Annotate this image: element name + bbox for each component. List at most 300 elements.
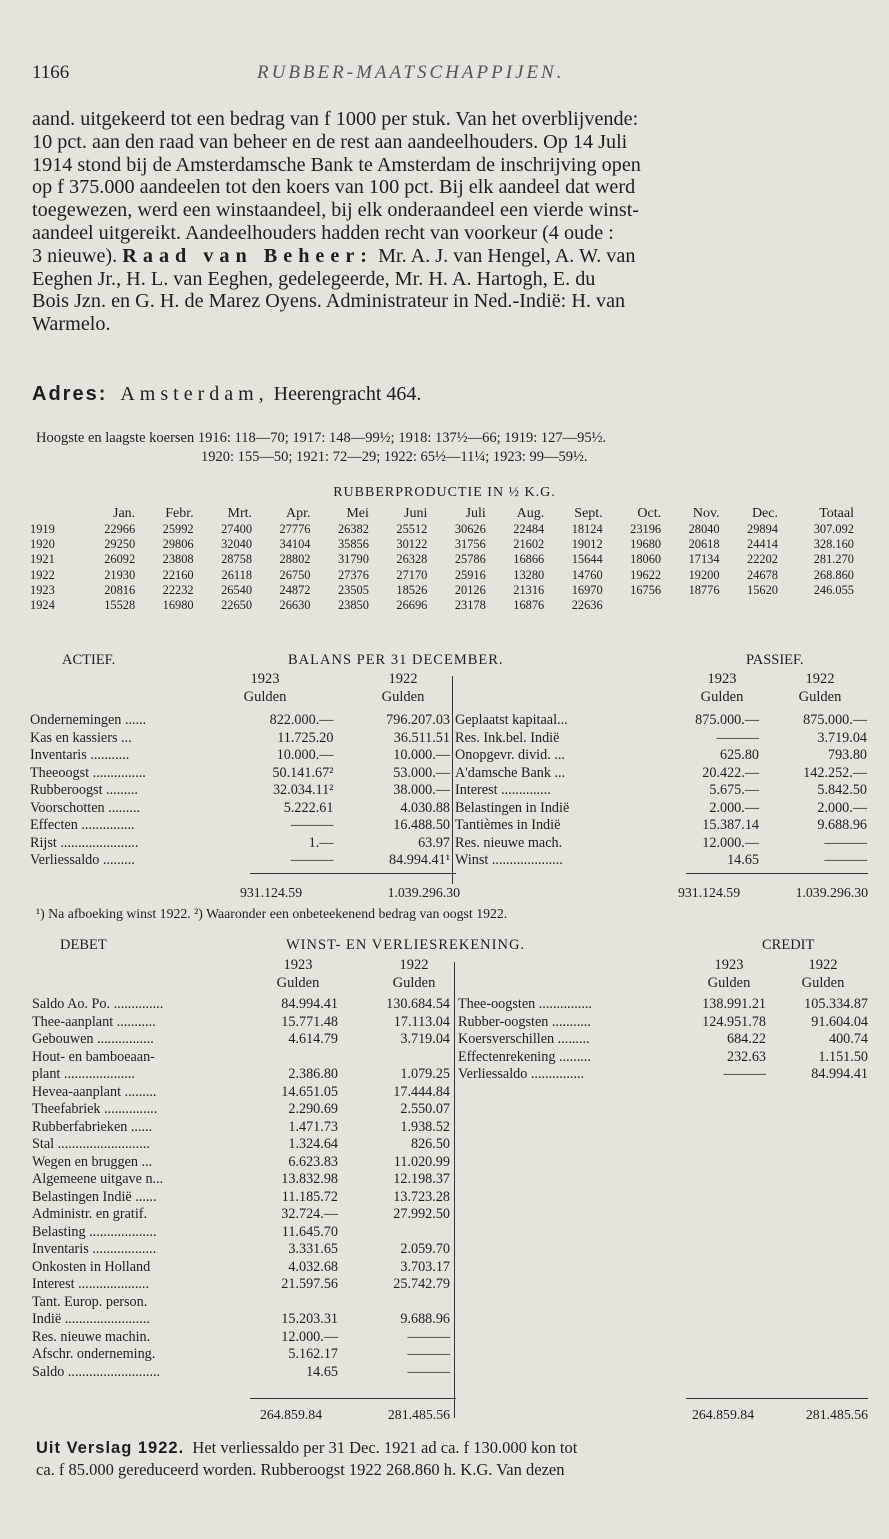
column-divider [452,676,453,884]
table-cell: 14760 [571,567,603,582]
amount-previous: 796.207.03 [386,712,450,728]
amount-previous: 63.97 [418,834,450,851]
table-cell: 17134 [688,552,720,567]
account-label: Res. nieuwe mach. [455,834,563,851]
table-row [30,835,450,853]
text-line: Warmelo. [32,313,111,336]
total-value: 1.039.296.30 [795,885,868,900]
unit-label: Gulden [707,974,751,991]
account-label: Inventaris .................. [32,1241,157,1257]
total-value: 264.859.84 [692,1407,755,1422]
table-row [32,1101,450,1119]
report-excerpt [36,1437,871,1480]
debet-totals [260,1406,450,1424]
amount-current: 12.000.— [702,834,759,851]
account-label: Effectenrekening ......... [458,1048,591,1065]
account-label: Verliessaldo ............... [458,1066,585,1082]
row-year: 1923 [30,582,55,597]
amount-previous [338,1224,450,1242]
table-cell: 15644 [571,552,603,567]
activa-totals [240,884,460,902]
column-header: Dec. [751,506,778,521]
credit-heading: CREDIT [762,937,815,953]
row-year: 1920 [30,537,55,552]
account-label: Belastingen in Indië [455,799,570,816]
table-cell: 20618 [688,537,720,552]
column-header: Nov. [692,506,720,521]
amount-previous: 3.703.17 [400,1258,450,1275]
column-divider [454,962,455,1418]
amount-previous: 13.723.28 [393,1188,450,1205]
running-header [32,62,857,88]
amount-current: 14.65 [727,852,759,868]
table-row [458,996,868,1014]
table-row [455,747,867,765]
text-fragment: 3 nieuwe). [32,244,118,267]
account-label: Res. Ink.bel. Indië [455,729,560,746]
text-line: toegewezen, werd een winstaandeel, bij elk onderaandeel een vierde winst- [32,199,640,222]
table-cell: 25992 [162,522,194,537]
amount-current: 14.65 [306,1363,338,1380]
amount-previous: 2.059.70 [400,1241,450,1257]
table-row [458,1031,868,1049]
amount-previous: 25.742.79 [393,1276,450,1292]
table-cell: 23850 [337,598,369,613]
passiva-table [455,712,867,870]
sum-rule [250,873,456,874]
table-cell: 24414 [747,537,778,552]
account-label: Interest .............. [455,782,551,798]
text-fragment: Het verliessaldo per 31 Dec. 1921 ad ca. f 130.000 kon tot [192,1438,578,1457]
address-city: Amsterdam, [120,383,269,405]
amount-current: ——— [290,817,334,833]
account-label: Rijst ...................... [30,834,139,851]
table-row [455,782,867,800]
amount-current: 4.032.68 [288,1258,338,1275]
table-cell: 18776 [688,582,720,597]
debet-table [32,996,450,1381]
passiva-column-headers [676,671,866,706]
column-header: Jan. [113,506,136,521]
amount-current: 11.185.72 [281,1188,338,1205]
table-cell: 21930 [104,567,136,582]
table-cell: 26328 [396,552,428,567]
amount-previous: 105.334.87 [804,996,868,1012]
account-label: Onkosten in Holland [32,1258,151,1275]
amount-previous: 1.079.25 [400,1066,450,1082]
amount-current: 2.290.69 [288,1101,338,1117]
table-row [455,800,867,818]
amount-previous: 1.938.52 [400,1118,450,1135]
table-row [30,800,450,818]
amount-previous: 400.74 [828,1031,868,1047]
table-cell: 20126 [454,582,486,597]
account-label: Inventaris ........... [30,747,130,763]
table-cell: 22636 [571,598,603,613]
table-row [32,1136,450,1154]
table-row [32,996,450,1014]
balance-title: BALANS PER 31 DECEMBER. [288,652,504,668]
table-cell: 27776 [279,522,311,537]
account-label: Kas en kassiers ... [30,729,132,746]
year-label: 1923 [707,671,737,687]
table-cell: 25916 [454,567,486,582]
debet-body [32,996,450,1381]
table-row [32,1276,450,1294]
amount-current: 5.222.61 [283,799,334,816]
table-row [458,1049,868,1067]
unit-label: Gulden [381,688,425,705]
amount-previous: ——— [407,1346,450,1362]
amount-current: 21.597.56 [281,1276,338,1292]
account-label: Rubberfabrieken ...... [32,1118,153,1135]
account-label: Rubber-oogsten ........... [458,1013,591,1030]
table-cell: 246.055 [813,582,854,597]
amount-current: 1.471.73 [288,1118,338,1135]
column-header: Juni [404,506,428,521]
amount-current: ——— [716,729,759,746]
amount-current: 15.203.31 [281,1311,338,1327]
account-label: Winst .................... [455,852,563,868]
total-value: 264.859.84 [260,1407,323,1422]
amount-current [244,1049,338,1067]
table-cell: 34104 [279,537,311,552]
year-label: 1922 [388,671,418,687]
table-row [32,1014,450,1032]
unit-label: Gulden [243,688,287,705]
amount-previous: 9.688.96 [817,817,867,833]
amount-previous: ——— [824,834,867,851]
table-cell: 15528 [104,598,136,613]
table-cell: 281.270 [813,552,854,567]
total-value: 1.039.296.30 [387,885,460,900]
activa-heading: ACTIEF. [62,652,116,668]
account-label: Belastingen Indië ...... [32,1188,157,1205]
quotes-line: 1920: 155—50; 1921: 72—29; 1922: 65½—11¼; 1923: 99—59½. [201,449,588,465]
table-cell: 19680 [630,537,662,552]
amount-previous: 875.000.— [803,712,867,728]
text-fragment: Mr. A. J. van Hengel, A. W. van [378,244,636,267]
table-row [32,1119,450,1137]
table-cell: 35856 [337,537,369,552]
table-cell: 22484 [513,522,545,537]
total-value: 931.124.59 [240,885,303,900]
sum-rule [686,873,868,874]
amount-current: ——— [723,1066,766,1082]
account-label: plant .................... [32,1066,135,1082]
amount-previous: 9.688.96 [400,1311,450,1327]
text-line: op f 375.000 aandeelen tot den koers van 100 pct. Bij elk aandeel dat werd [32,176,636,199]
year-label: 1923 [250,671,280,687]
balance-footnote: ¹) Na afboeking winst 1922. ²) Waaronder een onbeteekenend bedrag van oogst 1922. [36,906,508,921]
table-row [30,730,450,748]
amount-previous: 16.488.50 [393,817,450,833]
table-row [32,1049,450,1067]
table-cell: 28758 [221,552,253,567]
amount-current: 32.034.11² [272,782,334,798]
table-row [32,1084,450,1102]
table-cell [778,598,854,613]
amount-current: 32.724.— [281,1206,338,1222]
amount-previous: 11.020.99 [393,1153,450,1170]
table-cell: 22202 [747,552,778,567]
production-table [30,506,854,613]
table-cell: 16970 [571,582,603,597]
account-label: Afschr. onderneming. [32,1346,156,1362]
text-line [36,1437,871,1459]
text-line [32,245,862,268]
table-cell [603,598,661,613]
account-label: Onopgevr. divid. ... [455,747,565,763]
account-label: Hout- en bamboeaan- [32,1048,155,1065]
table-row [30,817,450,835]
table-cell: 19622 [630,567,662,582]
amount-current: 14.651.05 [281,1083,338,1100]
amount-previous: 2.000.— [817,799,867,816]
column-header [30,506,77,522]
debet-column-headers [248,957,464,992]
column-header: Apr. [285,506,311,521]
table-cell: 26750 [279,567,311,582]
amount-current: 11.725.20 [277,729,334,746]
table-cell: 16980 [162,598,194,613]
table-cell [720,598,778,613]
production-header-row [30,506,854,522]
column-header: Mrt. [227,506,253,521]
amount-previous: 17.444.84 [393,1083,450,1100]
table-cell: 15620 [747,582,778,597]
amount-current: 20.422.— [702,764,759,781]
amount-previous: 793.80 [827,747,867,763]
table-cell: 30626 [454,522,486,537]
account-label: Saldo .......................... [32,1363,161,1380]
amount-previous: 10.000.— [393,747,450,763]
account-label: Wegen en bruggen ... [32,1153,153,1170]
table-cell: 23196 [630,522,662,537]
table-cell: 26118 [221,567,253,582]
table-row [458,1014,868,1032]
account-label: Verliessaldo ......... [30,852,135,868]
account-label: Theefabriek ............... [32,1101,158,1117]
page-number: 1166 [32,62,70,83]
amount-previous: 84.994.41 [811,1066,868,1082]
amount-previous: 3.719.04 [400,1031,450,1047]
account-label: Koersverschillen ......... [458,1031,590,1047]
unit-label: Gulden [276,974,320,991]
table-cell: 18060 [630,552,662,567]
column-header: Sept. [574,506,603,521]
amount-previous: 826.50 [410,1136,450,1152]
amount-current: 2.000.— [709,799,759,816]
column-header: Totaal [819,506,854,521]
table-cell: 31790 [337,552,369,567]
account-label: Interest .................... [32,1276,150,1292]
account-label: Belasting ................... [32,1223,157,1240]
amount-current: 15.387.14 [702,817,759,833]
quotes-line: Hoogste en laagste koersen 1916: 118—70; 1917: 148—99½; 1918: 137½—66; 1919: 127—95½. [36,430,607,446]
production-body [30,522,854,613]
account-label: Stal .......................... [32,1136,150,1152]
table-cell: 24872 [279,582,311,597]
table-row [32,1171,450,1189]
uit-verslag-label: Uit Verslag 1922. [36,1439,185,1457]
table-cell: 22160 [162,567,194,582]
table-row [455,712,867,730]
table-row [32,1241,450,1259]
share-quotes [36,429,606,467]
production-title: RUBBERPRODUCTIE IN ½ K.G. [333,485,556,500]
amount-previous: ——— [407,1363,450,1380]
text-line: 1914 stond bij de Amsterdamsche Bank te Amsterdam de inschrijving open [32,153,641,176]
amount-current: 2.386.80 [288,1066,338,1082]
amount-previous: 36.511.51 [393,729,450,746]
account-label: Voorschotten ......... [30,799,141,816]
table-cell [661,598,719,613]
account-label: Tantièmes in Indië [455,817,561,833]
table-cell: 16876 [513,598,545,613]
text-line: Bois Jzn. en G. H. de Marez Oyens. Administrateur in Ned.-Indië: H. van [32,290,626,313]
account-label: Gebouwen ................ [32,1031,154,1047]
table-row [30,598,854,613]
address-street: Heerengracht 464. [273,383,422,405]
table-row [32,1259,450,1277]
table-cell: 23505 [337,582,369,597]
account-label: Ondernemingen ...... [30,712,147,728]
amount-previous: 1.151.50 [818,1048,868,1065]
account-label: Indië ........................ [32,1311,150,1327]
table-cell: 16866 [513,552,545,567]
table-row [30,747,450,765]
amount-current: 12.000.— [281,1328,338,1345]
column-header: Febr. [165,506,194,521]
amount-current: 684.22 [726,1031,766,1047]
table-cell: 26382 [337,522,369,537]
credit-body [458,996,868,1084]
column-header: Mei [346,506,369,521]
table-cell: 18124 [571,522,603,537]
account-label: Tant. Europ. person. [32,1293,148,1310]
column-header: Oct. [637,506,662,521]
row-year: 1919 [30,522,55,537]
unit-label: Gulden [392,974,436,991]
pl-title: WINST- EN VERLIESREKENING. [286,937,526,953]
row-year: 1922 [30,567,55,582]
table-cell: 28040 [688,522,720,537]
table-cell: 328.160 [813,537,854,552]
table-cell: 20816 [104,582,136,597]
table-cell: 32040 [221,537,253,552]
amount-current: 10.000.— [276,747,334,763]
table-cell: 27400 [221,522,253,537]
column-header: Aug. [516,506,545,521]
amount-previous: 38.000.— [393,782,450,798]
amount-previous: 27.992.50 [393,1206,450,1222]
passiva-totals [678,884,868,902]
amount-current: 11.645.70 [281,1223,338,1240]
table-row [30,568,854,583]
table-cell: 268.860 [813,567,854,582]
amount-current: 5.162.17 [288,1346,338,1362]
table-cell: 25786 [454,552,486,567]
table-row [32,1294,450,1312]
table-row [30,537,854,552]
account-label: A'damsche Bank ... [455,764,566,781]
amount-previous: 4.030.88 [400,799,450,816]
account-label: Algemeene uitgave n... [32,1171,164,1187]
amount-current: 3.331.65 [288,1241,338,1257]
table-cell: 27170 [396,567,428,582]
table-cell: 31756 [454,537,486,552]
credit-totals [692,1406,868,1424]
table-cell: 25512 [396,522,428,537]
company-description [32,108,862,336]
row-year: 1924 [30,598,55,613]
table-cell: 29806 [162,537,194,552]
account-label: Res. nieuwe machin. [32,1328,151,1345]
table-row [30,583,854,598]
table-cell: 29250 [104,537,136,552]
amount-current: 13.832.98 [281,1171,338,1187]
account-label: Effecten ............... [30,817,135,833]
amount-current: 5.675.— [709,782,759,798]
amount-current: 875.000.— [695,712,759,728]
table-cell: 26092 [104,552,136,567]
table-row [30,552,854,567]
credit-column-headers [684,957,868,992]
year-label: 1923 [714,957,744,973]
table-cell: 21602 [513,537,545,552]
table-cell: 28802 [279,552,311,567]
amount-current: 822.000.— [269,712,334,728]
table-row [30,522,854,537]
raad-van-beheer-label: Raad van Beheer: [122,244,374,267]
amount-current: 84.994.41 [281,996,338,1012]
year-label: 1922 [399,957,429,973]
activa-column-headers [210,671,458,706]
account-label: Thee-oogsten ............... [458,996,592,1012]
table-cell: 307.092 [813,522,854,537]
activa-table [30,712,450,870]
table-cell: 19012 [571,537,603,552]
table-row [30,712,450,730]
unit-label: Gulden [801,974,845,991]
address-line [32,383,421,406]
amount-current: 15.771.48 [281,1013,338,1030]
total-value: 281.485.56 [805,1407,868,1422]
amount-previous: 17.113.04 [393,1013,450,1030]
credit-table [458,996,868,1084]
table-row [32,1189,450,1207]
amount-previous: ——— [407,1328,450,1345]
amount-previous: 91.604.04 [811,1013,868,1030]
table-row [32,1031,450,1049]
amount-current: 1.— [308,834,334,851]
address-label: Adres: [32,383,108,405]
column-header: Juli [465,506,486,521]
account-label: Administr. en gratif. [32,1206,148,1222]
table-row [455,835,867,853]
text-line: 10 pct. aan den raad van beheer en de rest aan aandeelhouders. Op 14 Juli [32,130,628,153]
activa-body [30,712,450,870]
account-label: Theeoogst ............... [30,764,146,781]
table-row [458,1066,868,1084]
passiva-body [455,712,867,870]
unit-label: Gulden [798,688,842,705]
table-cell: 22650 [221,598,253,613]
account-label: Rubberoogst ......... [30,782,138,798]
amount-previous [338,1049,450,1067]
table-row [455,817,867,835]
